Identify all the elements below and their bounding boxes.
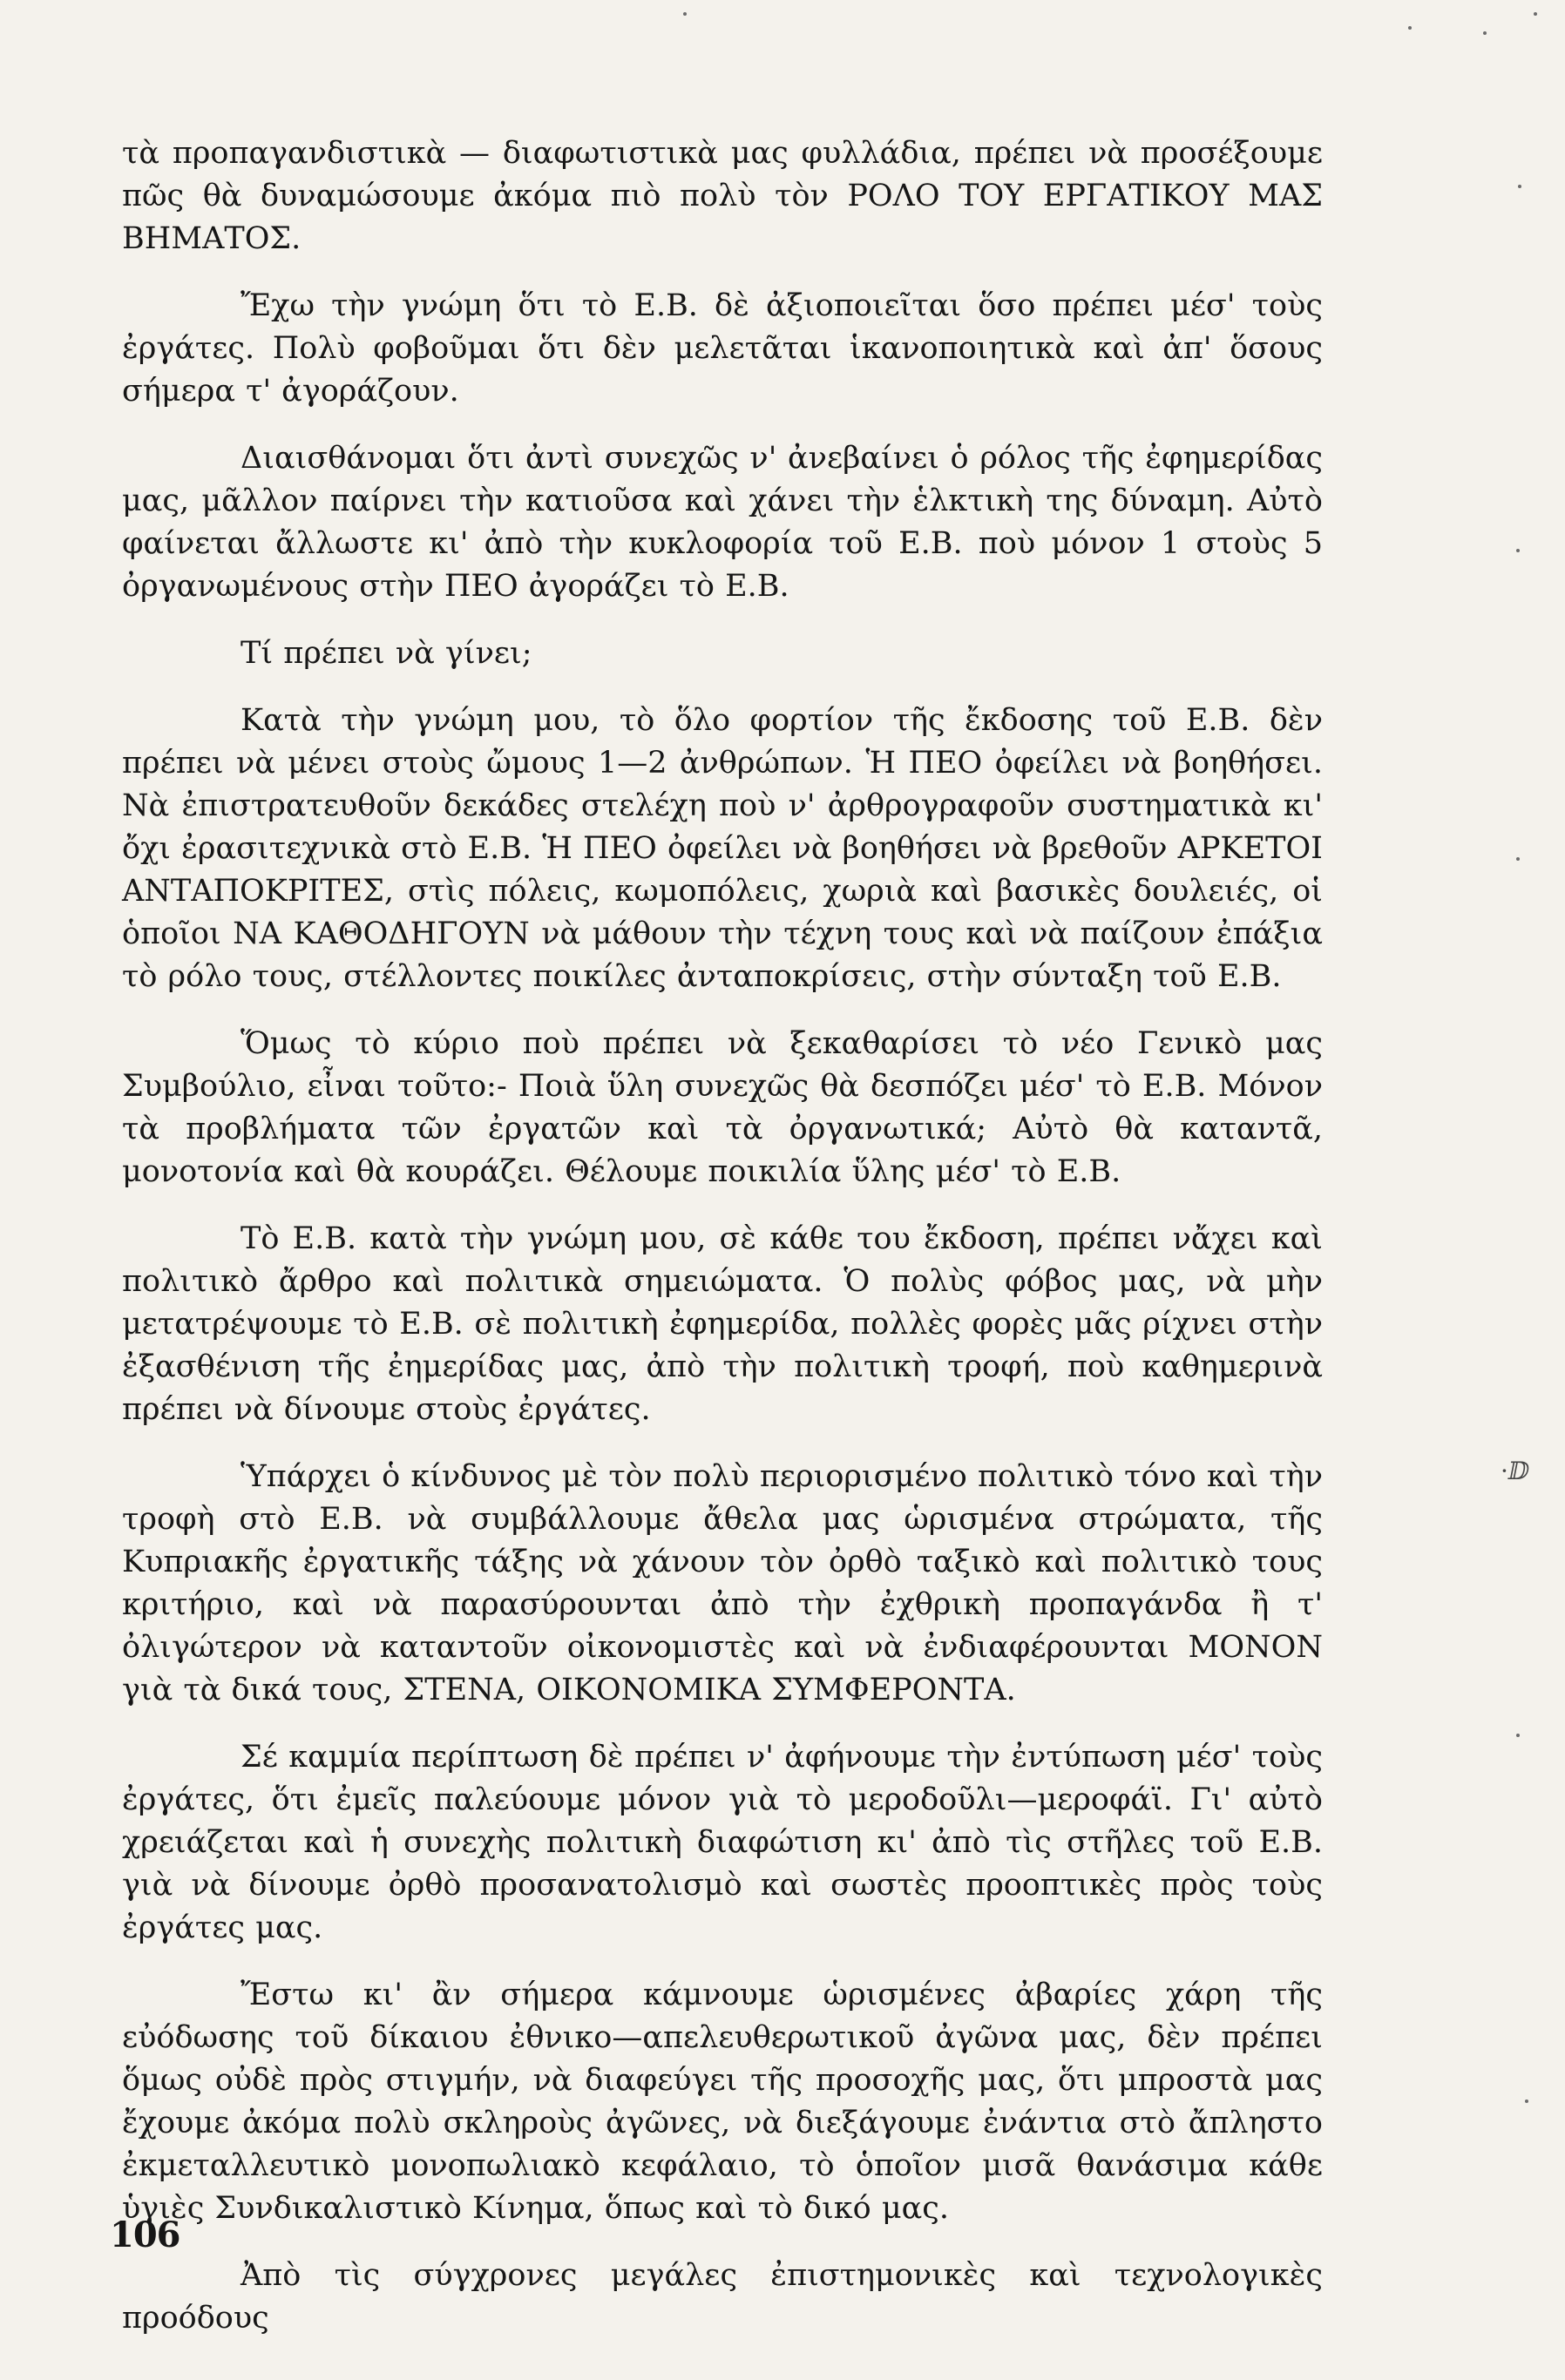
body-text bbox=[122, 132, 1323, 2340]
scan-speck bbox=[1525, 2099, 1528, 2103]
paragraph-6: Ὅμως τὸ κύριο ποὺ πρέπει νὰ ξεκαθαρίσει τὸ νέο Γενικὸ μας Συμβούλιο, εἶναι τοῦτο:- Ποιὰ ὕλη συνεχῶς θὰ δεσπόζει μέσ' τὸ Ε.Β. Μόνον τὰ προβλήματα τῶν ἐργατῶν καὶ τὰ ὀργανωτικά; Αὐτὸ θὰ καταντᾶ, μονοτονία καὶ θὰ κουράζει. Θέλουμε ποικιλία ὕλης μέσ' τὸ Ε.Β. bbox=[122, 1026, 1323, 1189]
scan-speck bbox=[1518, 185, 1521, 188]
paragraph-2: Ἔχω τὴν γνώμη ὅτι τὸ Ε.Β. δὲ ἀξιοποιεῖται ὅσο πρέπει μέσ' τοὺς ἐργάτες. Πολὺ φοβοῦμαι ὅτι δὲν μελετᾶται ἱκανοποιητικὰ καὶ ἀπ' ὅσους σήμερα τ' ἀγοράζουν. bbox=[122, 288, 1323, 409]
scan-speck bbox=[1516, 1734, 1520, 1737]
margin-mark: ·ⅅ bbox=[1501, 1457, 1530, 1485]
paragraph-1: τὰ προπαγανδιστικὰ — διαφωτιστικὰ μας φυλλάδια, πρέπει νὰ προσέξουμε πῶς θὰ δυναμώσουμε ἀκόμα πιὸ πολὺ τὸν ΡΟΛΟ ΤΟΥ ΕΡΓΑΤΙΚΟΥ ΜΑΣ ΒΗΜΑΤΟΣ. bbox=[122, 136, 1323, 256]
scan-speck bbox=[1408, 26, 1412, 30]
paragraph-4: Τί πρέπει νὰ γίνει; bbox=[241, 636, 532, 671]
paragraph-11: Ἀπὸ τὶς σύγχρονες μεγάλες ἐπιστημονικὲς καὶ τεχνολογικὲς προόδους bbox=[122, 2258, 1323, 2336]
paragraph-3: Διαισθάνομαι ὅτι ἀντὶ συνεχῶς ν' ἀνεβαίνει ὁ ρόλος τῆς ἐφημερίδας μας, μᾶλλον παίρνει τὴν κατιοῦσα καὶ χάνει τὴν ἑλκτικὴ της δύναμη. Αὐτὸ φαίνεται ἄλλωστε κι' ἀπὸ τὴν κυκλοφορία τοῦ Ε.Β. ποὺ μόνον 1 στοὺς 5 ὀργανωμένους στὴν ΠΕΟ ἀγοράζει τὸ Ε.Β. bbox=[122, 441, 1323, 604]
scan-speck bbox=[683, 12, 687, 16]
paragraph-10: Ἔστω κι' ἂν σήμερα κάμνουμε ὡρισμένες ἀβαρίες χάρη τῆς εὐόδωσης τοῦ δίκαιου ἐθνικο—απελευθερωτικοῦ ἀγῶνα μας, δὲν πρέπει ὅμως οὐδὲ πρὸς στιγμήν, νὰ διαφεύγει τῆς προσοχῆς μας, ὅτι μπροστὰ μας ἔχουμε ἀκόμα πολὺ σκληροὺς ἀγῶνες, νὰ διεξάγουμε ἐνάντια στὸ ἄπληστο ἐκμεταλλευτικὸ μονοπωλιακὸ κεφάλαιο, τὸ ὁποῖον μισᾶ θανάσιμα κάθε ὑγιὲς Συνδικαλιστικὸ Κίνημα, ὅπως καὶ τὸ δικό μας. bbox=[122, 1978, 1323, 2226]
scan-speck bbox=[1534, 12, 1537, 16]
paragraph-5: Κατὰ τὴν γνώμη μου, τὸ ὅλο φορτίον τῆς ἔκδοσης τοῦ Ε.Β. δὲν πρέπει νὰ μένει στοὺς ὤμους 1—2 ἀνθρώπων. Ἡ ΠΕΟ ὀφείλει νὰ βοηθήσει. Νὰ ἐπιστρατευθοῦν δεκάδες στελέχη ποὺ ν' ἀρθρογραφοῦν συστηματικὰ κι' ὄχι ἐρασιτεχνικὰ στὸ Ε.Β. Ἡ ΠΕΟ ὀφείλει νὰ βοηθήσει νὰ βρεθοῦν ΑΡΚΕΤΟΙ ΑΝΤΑΠΟΚΡΙΤΕΣ, στὶς πόλεις, κωμοπόλεις, χωριὰ καὶ βασικὲς δουλειές, οἱ ὁποῖοι ΝΑ ΚΑΘΟΔΗΓΟΥΝ νὰ μάθουν τὴν τέχνη τους καὶ νὰ παίζουν ἐπάξια τὸ ρόλο τους, στέλλοντες ποικίλες ἀνταποκρίσεις, στὴν σύνταξη τοῦ Ε.Β. bbox=[122, 703, 1323, 994]
scan-speck bbox=[1516, 549, 1520, 552]
paragraph-8: Ὑπάρχει ὁ κίνδυνος μὲ τὸν πολὺ περιορισμένο πολιτικὸ τόνο καὶ τὴν τροφὴ στὸ Ε.Β. νὰ συμβάλλουμε ἄθελα μας ὡρισμένα στρώματα, τῆς Κυπριακῆς ἐργατικῆς τάξης νὰ χάνουν τὸν ὀρθὸ ταξικὸ καὶ πολιτικὸ τους κριτήριο, καὶ νὰ παρασύρουνται ἀπὸ τὴν ἐχθρικὴ προπαγάνδα ἢ τ' ὀλιγώτερον νὰ καταντοῦν οἰκονομιστὲς καὶ νὰ ἐνδιαφέρουνται ΜΟΝΟΝ γιὰ τὰ δικά τους, ΣΤΕΝΑ, ΟΙΚΟΝΟΜΙΚΑ ΣΥΜΦΕΡΟΝΤΑ. bbox=[122, 1459, 1323, 1707]
scan-speck bbox=[1516, 857, 1520, 861]
paragraph-9: Σέ καμμία περίπτωση δὲ πρέπει ν' ἀφήνουμε τὴν ἐντύπωση μέσ' τοὺς ἐργάτες, ὅτι ἐμεῖς παλεύουμε μόνον γιὰ τὸ μεροδοῦλι—μεροφάϊ. Γι' αὐτὸ χρειάζεται καὶ ἡ συνεχὴς πολιτικὴ διαφώτιση κι' ἀπὸ τὶς στῆλες τοῦ Ε.Β. γιὰ νὰ δίνουμε ὀρθὸ προσανατολισμὸ καὶ σωστὲς προοπτικὲς πρὸς τοὺς ἐργάτες μας. bbox=[122, 1740, 1323, 1945]
paragraph-7: Τὸ Ε.Β. κατὰ τὴν γνώμη μου, σὲ κάθε του ἔκδοση, πρέπει νἄχει καὶ πολιτικὸ ἄρθρο καὶ πολιτικὰ σημειώματα. Ὁ πολὺς φόβος μας, νὰ μὴν μετατρέψουμε τὸ Ε.Β. σὲ πολιτικὴ ἐφημερίδα, πολλὲς φορὲς μᾶς ρίχνει στὴν ἐξασθένιση τῆς ἐημερίδας μας, ἀπὸ τὴν πολιτικὴ τροφή, ποὺ καθημερινὰ πρέπει νὰ δίνουμε στοὺς ἐργάτες. bbox=[122, 1221, 1323, 1427]
page-number: 106 bbox=[110, 2214, 180, 2255]
scan-speck bbox=[1483, 31, 1487, 35]
